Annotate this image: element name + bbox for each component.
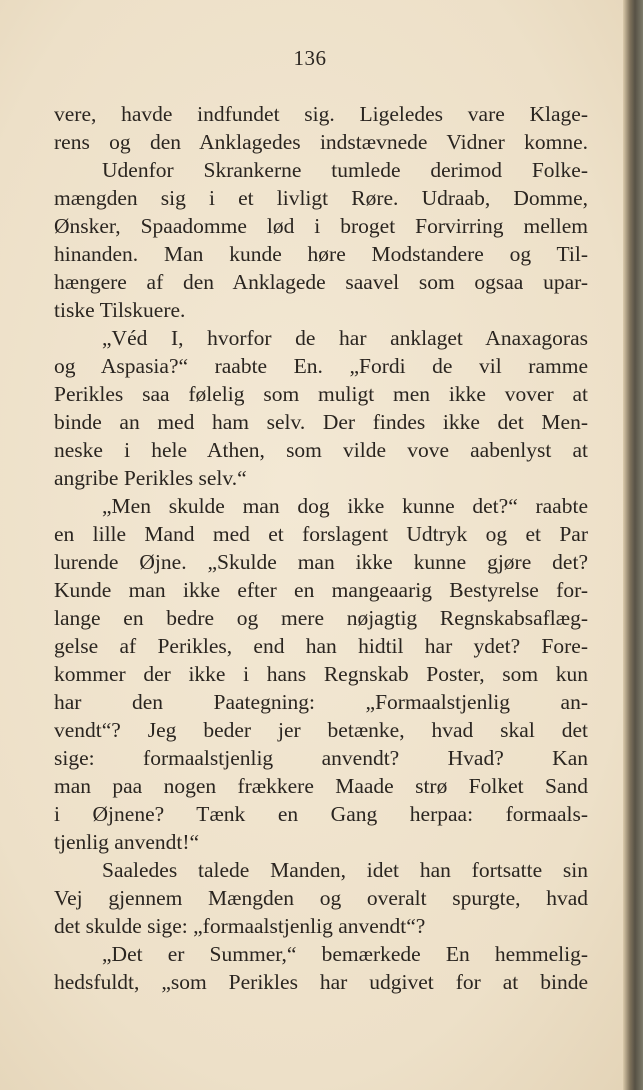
text-line: neske i hele Athen, som vilde vove aabenlyst at bbox=[54, 438, 588, 462]
text-line: „Men skulde man dog ikke kunne det?“ raabte bbox=[102, 494, 588, 518]
text-line: Ønsker, Spaadomme lød i broget Forvirring mellem bbox=[54, 214, 588, 238]
text-line: binde an med ham selv. Der findes ikke det Men- bbox=[54, 410, 588, 434]
text-line: hedsfuldt, „som Perikles har udgivet for at binde bbox=[54, 970, 588, 994]
text-line: og Aspasia?“ raabte En. „Fordi de vil ramme bbox=[54, 354, 588, 378]
text-line: vendt“? Jeg beder jer betænke, hvad skal det bbox=[54, 718, 588, 742]
text-line: en lille Mand med et forslagent Udtryk og et Par bbox=[54, 522, 588, 546]
text-line: har den Paategning: „Formaalstjenlig an- bbox=[54, 690, 588, 714]
text-line: rens og den Anklagedes indstævnede Vidner komne. bbox=[54, 130, 588, 154]
page-number: 136 bbox=[293, 46, 327, 70]
text-line: lurende Øjne. „Skulde man ikke kunne gjøre det? bbox=[54, 550, 588, 574]
text-line: Vej gjennem Mængden og overalt spurgte, hvad bbox=[54, 886, 588, 910]
text-line: hinanden. Man kunde høre Modstandere og Til- bbox=[54, 242, 588, 266]
text-line: Udenfor Skrankerne tumlede derimod Folke- bbox=[102, 158, 588, 182]
text-line: i Øjnene? Tænk en Gang herpaa: formaals- bbox=[54, 802, 588, 826]
text-line: sige: formaalstjenlig anvendt? Hvad? Kan bbox=[54, 746, 588, 770]
text-line: tjenlig anvendt!“ bbox=[54, 830, 200, 854]
text-line: vere, havde indfundet sig. Ligeledes vare Klage- bbox=[54, 102, 588, 126]
text-line: gelse af Perikles, end han hidtil har ydet? Fore- bbox=[54, 634, 588, 658]
text-line: „Véd I, hvorfor de har anklaget Anaxagoras bbox=[102, 326, 588, 350]
text-line: angribe Perikles selv.“ bbox=[54, 466, 247, 490]
text-line: Perikles saa følelig som muligt men ikke vover at bbox=[54, 382, 588, 406]
text-line: hængere af den Anklagede saavel som ogsaa upar- bbox=[54, 270, 588, 294]
text-line: mængden sig i et livligt Røre. Udraab, Domme, bbox=[54, 186, 588, 210]
text-line: Saaledes talede Manden, idet han fortsatte sin bbox=[102, 858, 588, 882]
text-line: lange en bedre og mere nøjagtig Regnskabsaflæg- bbox=[54, 606, 588, 630]
text-line: kommer der ikke i hans Regnskab Poster, som kun bbox=[54, 662, 588, 686]
body-text bbox=[54, 100, 588, 996]
text-line: Kunde man ikke efter en mangeaarig Bestyrelse for- bbox=[54, 578, 588, 602]
text-line: det skulde sige: „formaalstjenlig anvendt“? bbox=[54, 914, 426, 938]
text-line: tiske Tilskuere. bbox=[54, 298, 186, 322]
text-line: man paa nogen frækkere Maade strø Folket Sand bbox=[54, 774, 588, 798]
text-line: „Det er Summer,“ bemærkede En hemmelig- bbox=[102, 942, 588, 966]
page-edge bbox=[623, 0, 643, 1090]
